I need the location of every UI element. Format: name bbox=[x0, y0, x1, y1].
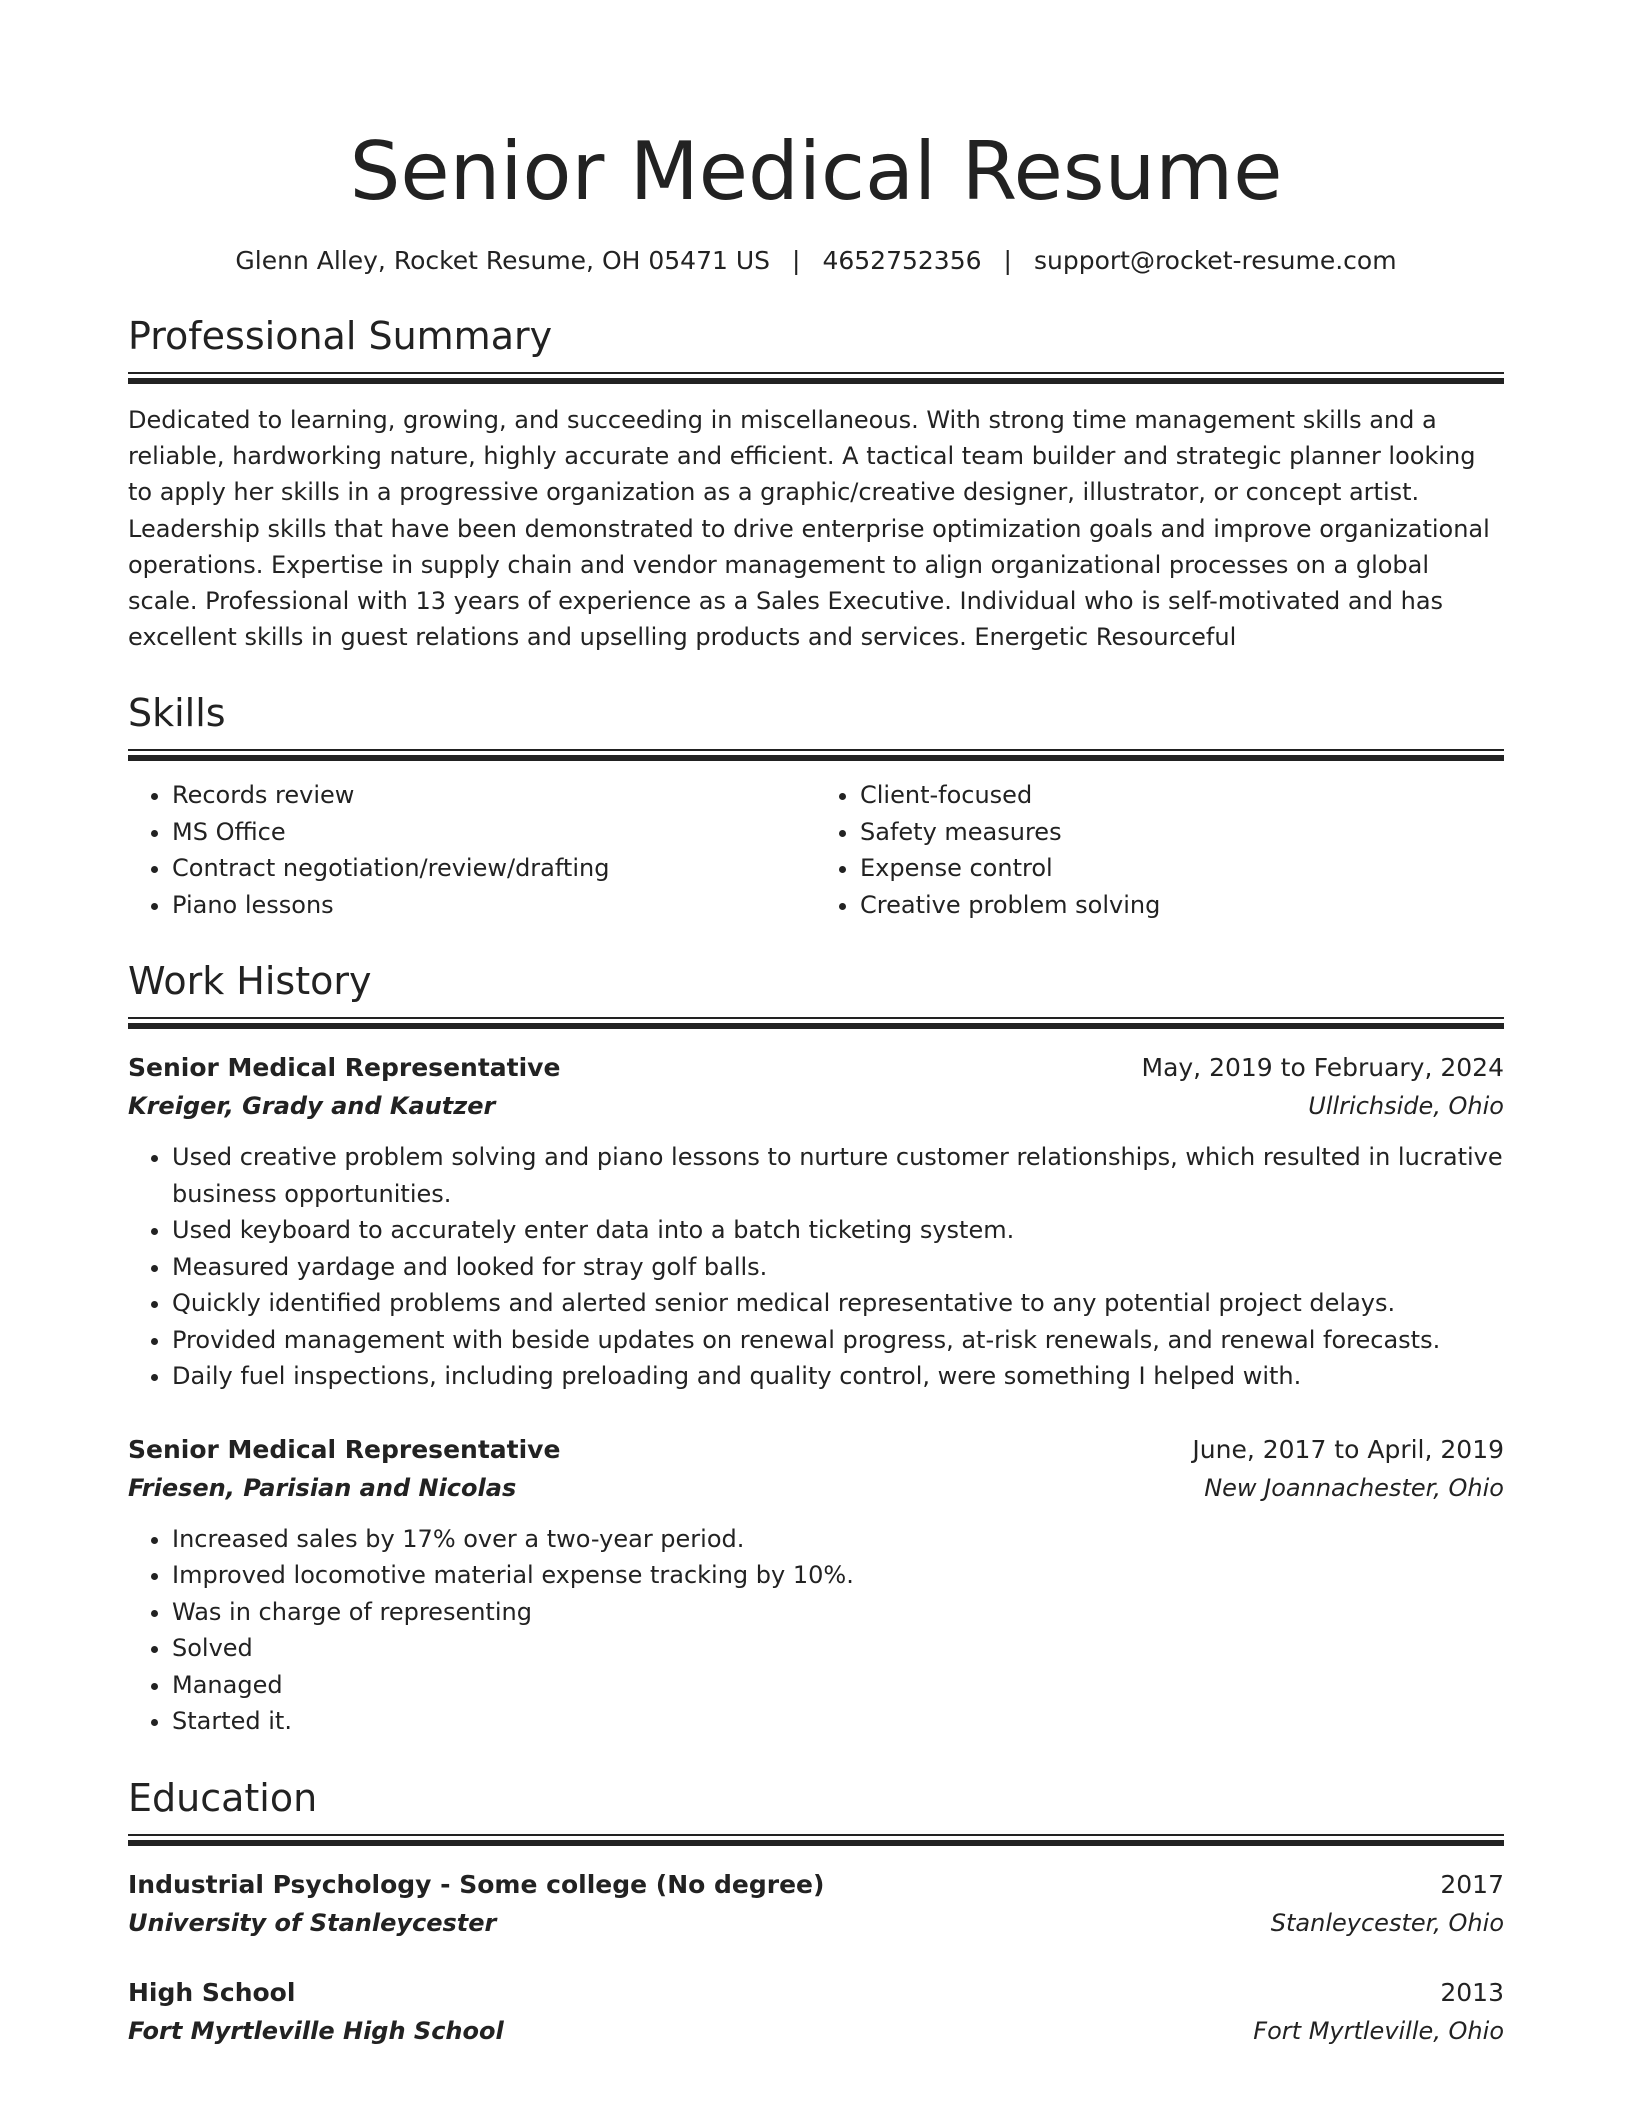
education-degree: Industrial Psychology - Some college (No degree) bbox=[128, 1869, 825, 1899]
job-company-row bbox=[128, 1469, 1504, 1507]
work-heading: Work History bbox=[128, 959, 372, 1004]
job-bullet: • Increased sales by 17% over a two-year period. bbox=[172, 1521, 1504, 1558]
education-year: 2017 bbox=[1440, 1869, 1504, 1899]
job-bullets bbox=[128, 1521, 1504, 1740]
skill-item: • Expense control bbox=[860, 850, 1504, 887]
education-header-row bbox=[128, 1866, 1504, 1904]
job-title: Senior Medical Representative bbox=[128, 1053, 561, 1083]
education-entry bbox=[128, 1866, 1504, 1942]
skill-item: • Piano lessons bbox=[172, 887, 816, 924]
education-header-row bbox=[128, 1974, 1504, 2012]
job-dates: May, 2019 to February, 2024 bbox=[1141, 1053, 1504, 1083]
job-bullet: • Used keyboard to accurately enter data into a batch ticketing system. bbox=[172, 1212, 1504, 1249]
job-entry bbox=[128, 1049, 1504, 1395]
job-bullet: • Daily fuel inspections, including preloading and quality control, were something I helped with. bbox=[172, 1358, 1504, 1395]
skills-heading: Skills bbox=[128, 691, 226, 736]
job-company: Kreiger, Grady and Kautzer bbox=[128, 1092, 496, 1121]
education-heading: Education bbox=[128, 1775, 318, 1820]
skill-item: • Creative problem solving bbox=[860, 887, 1504, 924]
job-bullet: • Provided management with beside updates on renewal progress, at-risk renewals, and renewal forecasts. bbox=[172, 1322, 1504, 1359]
job-bullet: • Used creative problem solving and piano lessons to nurture customer relationships, which resulted in lucrative business opportunities. bbox=[172, 1139, 1504, 1212]
education-year: 2013 bbox=[1440, 1977, 1504, 2007]
education-location: Fort Myrtleville, Ohio bbox=[1253, 2016, 1504, 2045]
section-divider bbox=[128, 1834, 1504, 1848]
resume-title: Senior Medical Resume bbox=[349, 125, 1283, 218]
skills-columns bbox=[128, 777, 1504, 923]
job-bullet: • Improved locomotive material expense tracking by 10%. bbox=[172, 1557, 1504, 1594]
education-school: University of Stanleycester bbox=[128, 1908, 497, 1937]
job-entry bbox=[128, 1431, 1504, 1740]
job-header-row bbox=[128, 1049, 1504, 1087]
job-header-row bbox=[128, 1431, 1504, 1469]
contact-phone: 4652752356 bbox=[822, 246, 982, 275]
education-section bbox=[128, 1774, 1504, 2050]
summary-section bbox=[128, 312, 1504, 655]
education-school-row bbox=[128, 2012, 1504, 2050]
job-company-row bbox=[128, 1087, 1504, 1125]
skill-item: • Records review bbox=[172, 777, 816, 814]
skill-item: • Contract negotiation/review/drafting bbox=[172, 850, 816, 887]
education-entry bbox=[128, 1974, 1504, 2050]
summary-heading: Professional Summary bbox=[128, 314, 553, 358]
summary-text: Dedicated to learning, growing, and succeeding in miscellaneous. With strong time management skills and a reliable, hardworking nature, highly accurate and efficient. A tactical team builder and strategic planner looking to apply her skills in a progressive organization as a graphic/creative designer, illustrator, or concept artist. Leadership skills that have been demonstrated to drive enterprise optimization goals and improve organizational operations. Expertise in supply chain and vendor management to align organizational processes on a global scale. Professional with 13 years of experience as a Sales Executive. Individual who is self-motivated and has excellent skills in guest relations and upselling products and services. Energetic Resourceful bbox=[128, 406, 1490, 652]
skill-item: • Client-focused bbox=[860, 777, 1504, 814]
skill-item: • Safety measures bbox=[860, 814, 1504, 851]
contact-line bbox=[128, 244, 1504, 278]
job-bullet: • Solved bbox=[172, 1630, 1504, 1667]
contact-separator: | bbox=[792, 246, 801, 275]
job-location: Ullrichside, Ohio bbox=[1308, 1092, 1504, 1121]
job-company: Friesen, Parisian and Nicolas bbox=[128, 1473, 517, 1502]
section-divider bbox=[128, 372, 1504, 386]
education-degree: High School bbox=[128, 1977, 296, 2007]
job-title: Senior Medical Representative bbox=[128, 1434, 561, 1464]
job-bullet: • Measured yardage and looked for stray golf balls. bbox=[172, 1249, 1504, 1286]
contact-address: Glenn Alley, Rocket Resume, OH 05471 US bbox=[235, 246, 771, 275]
section-divider bbox=[128, 749, 1504, 763]
skill-item: • MS Office bbox=[172, 814, 816, 851]
skills-list-left bbox=[128, 777, 816, 923]
skills-list-right bbox=[816, 777, 1504, 923]
job-bullet: • Quickly identified problems and alerted senior medical representative to any potential project delays. bbox=[172, 1285, 1504, 1322]
contact-separator: | bbox=[1003, 246, 1012, 275]
education-school-row bbox=[128, 1904, 1504, 1942]
job-dates: June, 2017 to April, 2019 bbox=[1192, 1434, 1504, 1464]
education-school: Fort Myrtleville High School bbox=[128, 2016, 504, 2045]
work-section bbox=[128, 957, 1504, 1740]
job-location: New Joannachester, Ohio bbox=[1204, 1473, 1504, 1502]
job-bullets bbox=[128, 1139, 1504, 1395]
contact-email: support@rocket-resume.com bbox=[1033, 246, 1397, 275]
job-bullet: • Was in charge of representing bbox=[172, 1594, 1504, 1631]
section-divider bbox=[128, 1017, 1504, 1031]
skills-section bbox=[128, 689, 1504, 923]
education-location: Stanleycester, Ohio bbox=[1270, 1908, 1504, 1937]
job-bullet: • Managed bbox=[172, 1667, 1504, 1704]
job-bullet: • Started it. bbox=[172, 1703, 1504, 1740]
